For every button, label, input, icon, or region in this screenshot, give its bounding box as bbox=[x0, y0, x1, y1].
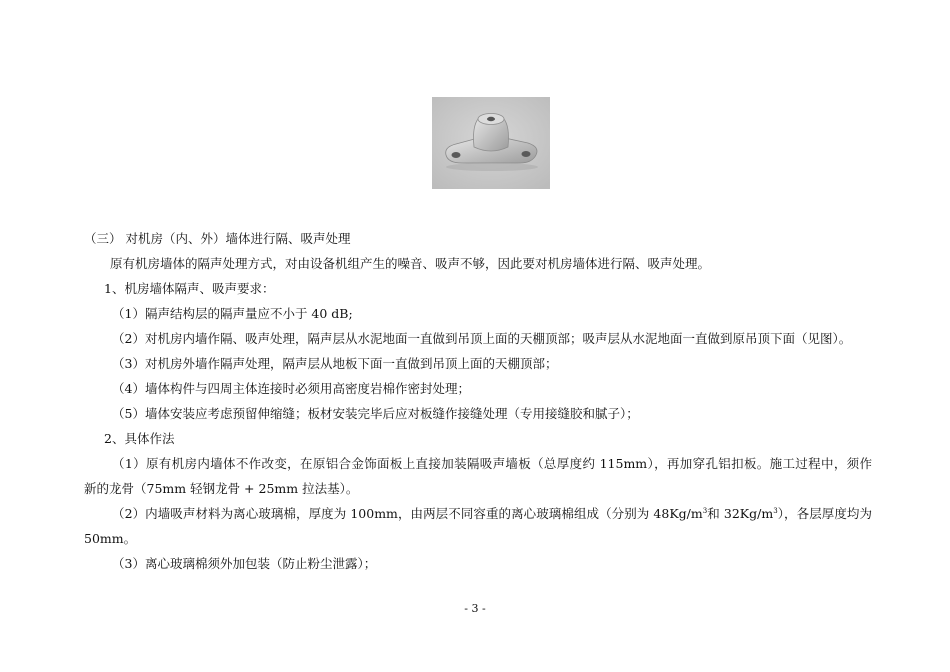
requirement-item-1: （1）隔声结构层的隔声量应不小于 40 dB; bbox=[112, 306, 353, 321]
method-item-2-line-1 bbox=[112, 506, 872, 522]
superscript-3: 3 bbox=[702, 507, 708, 515]
isolator-mount-photo bbox=[432, 97, 550, 189]
requirement-item-2: （2）对机房内墙作隔、吸声处理，隔声层从水泥地面一直做到吊顶上面的天棚顶部；吸声层从水泥地面一直做到原吊顶下面（见图）。 bbox=[112, 331, 852, 346]
method-item-2-text-a: （2）内墙吸声材料为离心玻璃棉，厚度为 100mm，由两层不同容重的离心玻璃棉组成（分别为 48Kg/m bbox=[112, 506, 703, 521]
method-item-3: （3）离心玻璃棉须外加包装（防止粉尘泄露）； bbox=[112, 556, 377, 571]
requirement-item-4: （4）墙体构件与四周主体连接时必须用高密度岩棉作密封处理； bbox=[112, 381, 470, 396]
method-item-2-line-2: 50mm。 bbox=[84, 531, 137, 546]
requirement-item-3: （3）对机房外墙作隔声处理，隔声层从地板下面一直做到吊顶上面的天棚顶部； bbox=[112, 356, 558, 371]
requirement-item-5: （5）墙体安装应考虑预留伸缩缝；板材安装完毕后应对板缝作接缝处理（专用接缝胶和腻子）； bbox=[112, 406, 639, 421]
subsection-2-title: 2、具体作法 bbox=[104, 431, 175, 446]
method-item-2-text-b: 和 32Kg/m bbox=[707, 506, 774, 521]
method-item-2-text-c: ），各层厚度均为 bbox=[777, 506, 872, 521]
method-item-1-line-2: 新的龙骨（75mm 轻钢龙骨 + 25mm 拉法基）。 bbox=[84, 481, 359, 496]
page-number: - 3 - bbox=[464, 602, 486, 615]
subsection-1-title: 1、机房墙体隔声、吸声要求： bbox=[104, 281, 275, 296]
section-heading: （三） 对机房（内、外）墙体进行隔、吸声处理 bbox=[84, 231, 351, 246]
method-item-1-line-1: （1）原有机房内墙体不作改变，在原铝合金饰面板上直接加装隔吸声墙板（总厚度约 115mm），再加穿孔铝扣板。施工过程中，须作 bbox=[112, 456, 872, 471]
intro-paragraph: 原有机房墙体的隔声处理方式，对由设备机组产生的噪音、吸声不够，因此要对机房墙体进行隔、吸声处理。 bbox=[110, 256, 711, 271]
superscript-3: 3 bbox=[773, 507, 778, 515]
